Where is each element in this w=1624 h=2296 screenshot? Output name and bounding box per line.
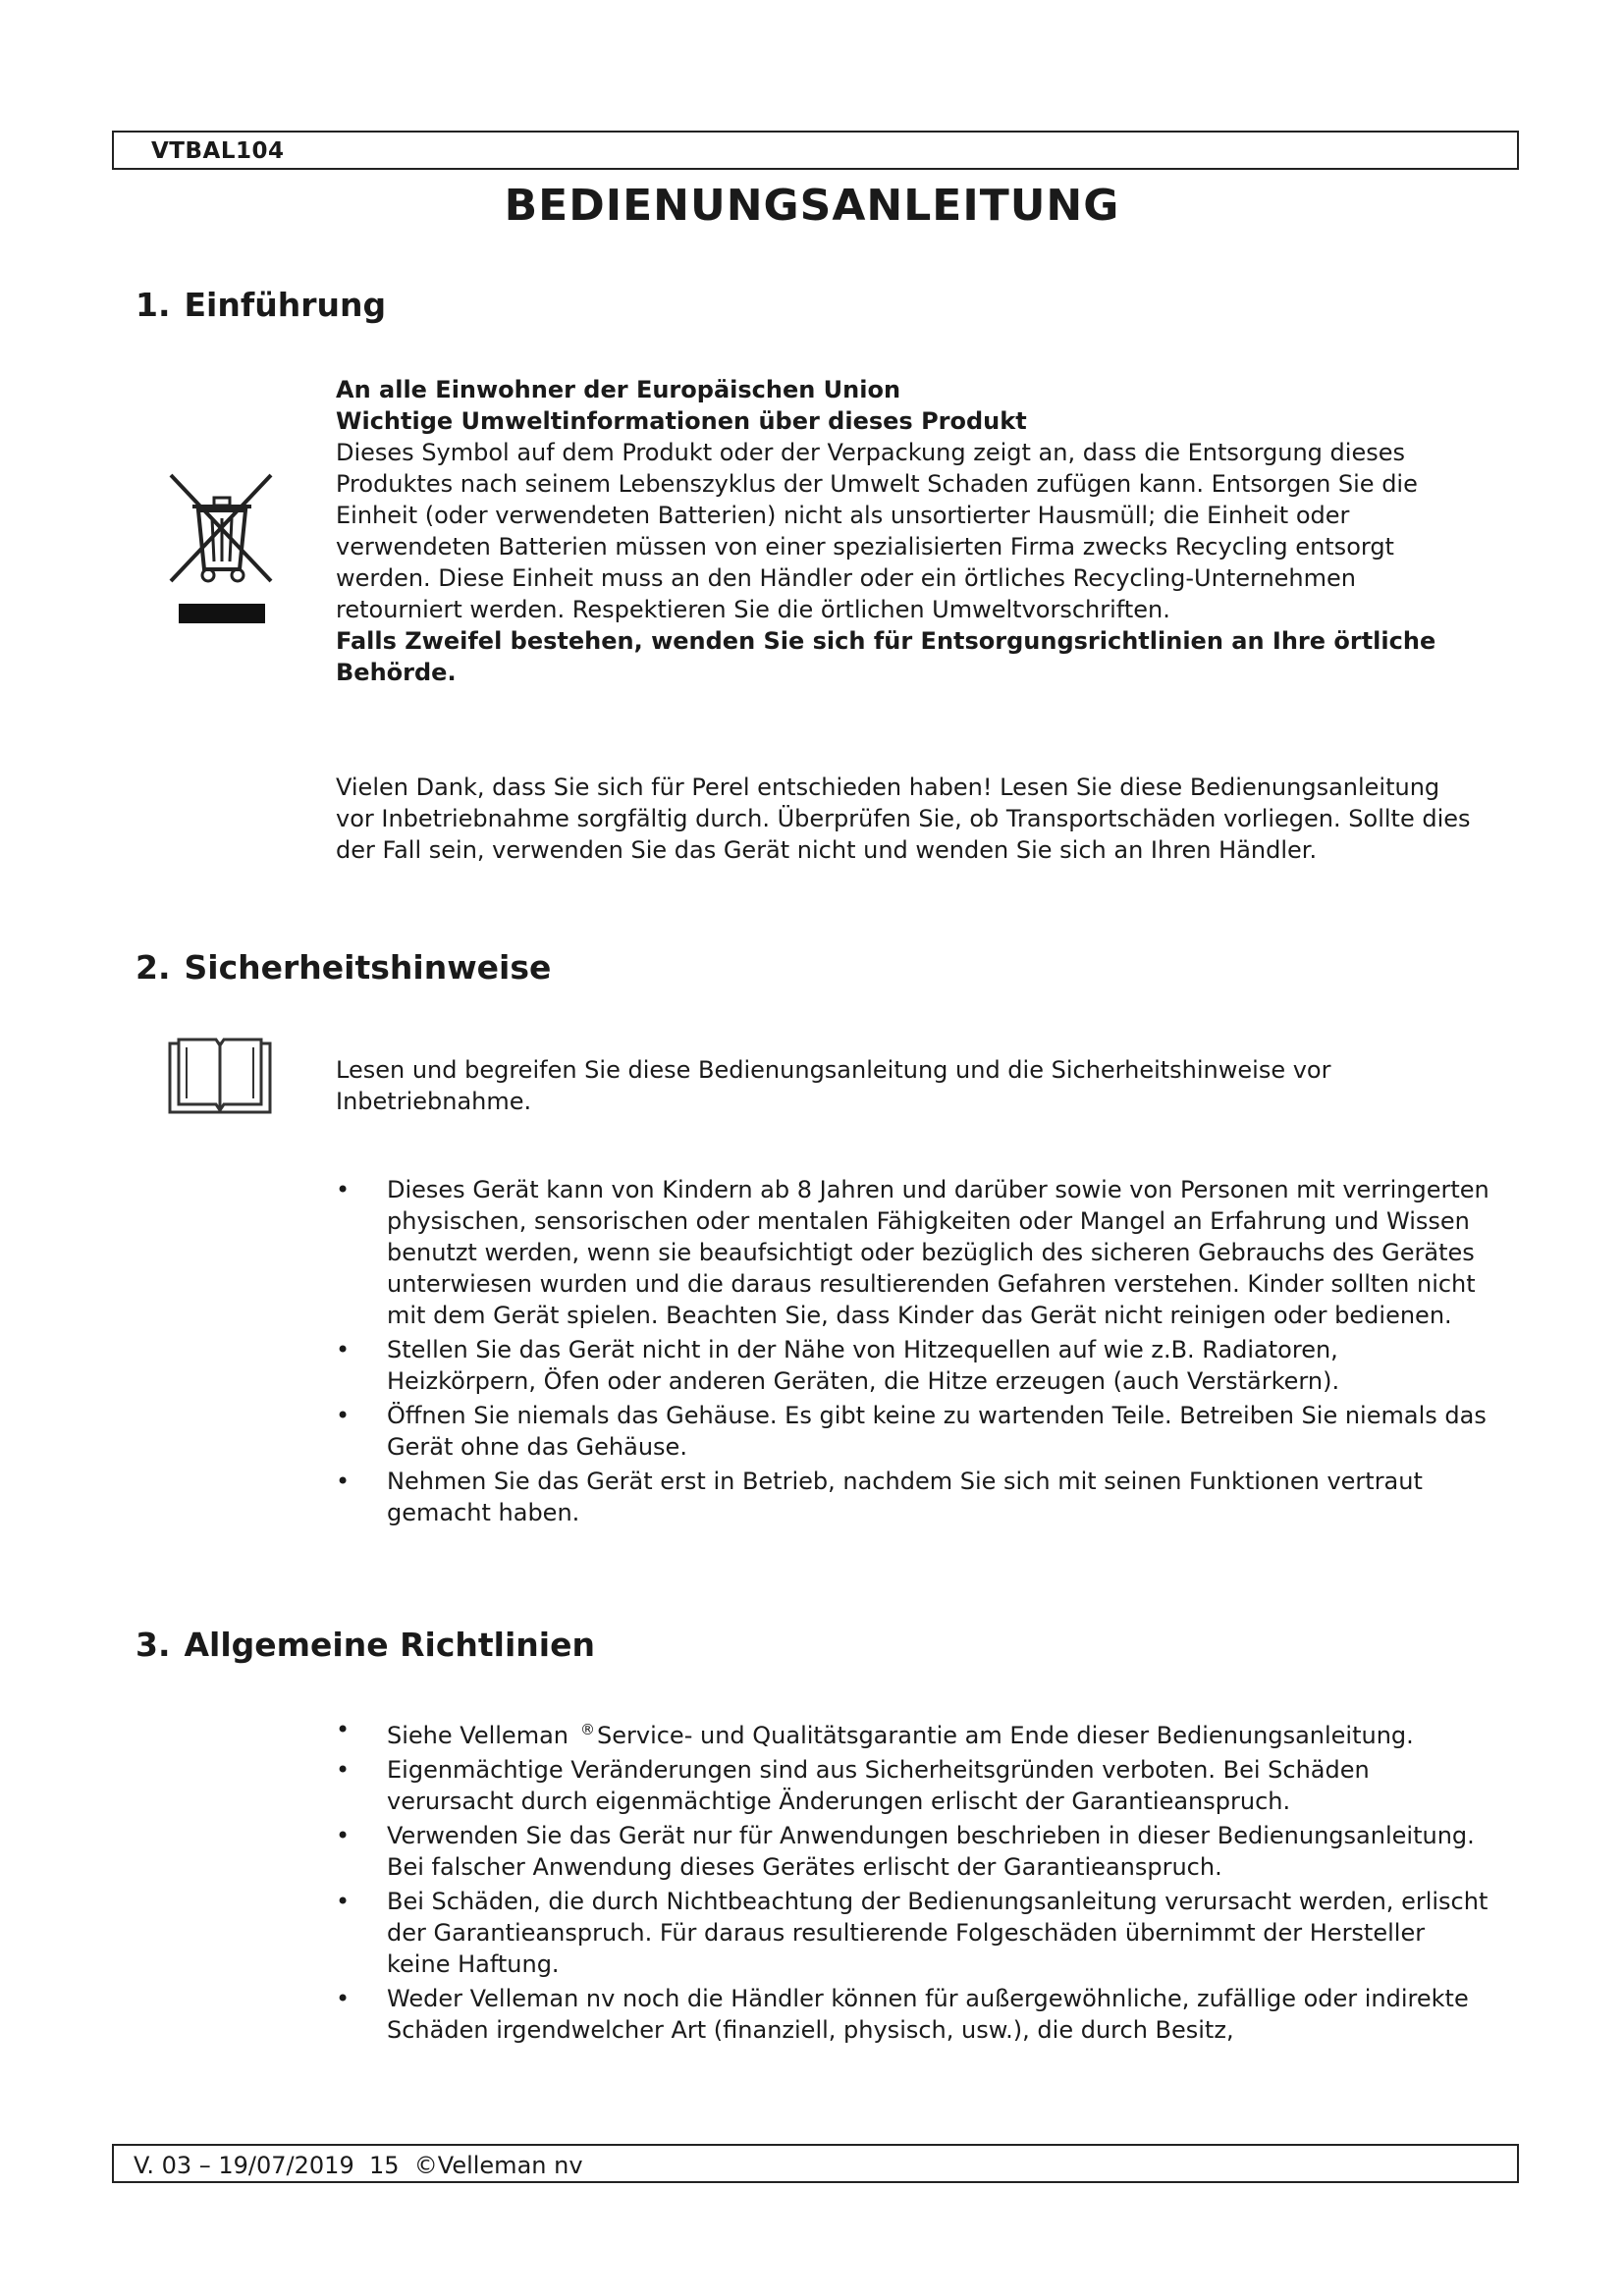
env-heading-2: Wichtige Umweltinformationen über dieses Produkt — [336, 407, 1027, 435]
env-body: Dieses Symbol auf dem Produkt oder der Verpackung zeigt an, dass die Entsorgung dieses Produktes nach seinem Lebenszyklus der Umwelt Schaden zufügen kann. Entsorgen Sie die Einheit (oder verwendeten Batterien) nicht als unsortierter Hausmüll; die Einheit oder verwendeten Batterien müssen von einer spezialisierten Firma zwecks Recycling entsorgt werden. Diese Einheit muss an den Händler oder ein örtliches Recycling-Unternehmen retourniert werden. Respektieren Sie die örtlichen Umweltvorschriften. — [336, 439, 1418, 623]
section-3-heading — [135, 1626, 595, 1664]
section-2-title: Sicherheitshinweise — [184, 948, 552, 987]
list-item: • Bei Schäden, die durch Nichtbeachtung der Bedienungsanleitung verursacht werden, erlischt der Garantieanspruch. Für daraus resultierende Folgeschäden übernimmt der Hersteller keine Haftung. — [336, 1886, 1494, 1980]
thanks-text: Vielen Dank, dass Sie sich für Perel entschieden haben! Lesen Sie diese Bedienungsanleitung vor Inbetriebnahme sorgfältig durch. Überprüfen Sie, ob Transportschäden vorliegen. Sollte dies der Fall sein, verwenden Sie das Gerät nicht und wenden Sie sich an Ihren Händler. — [336, 774, 1471, 864]
footer-box — [112, 2144, 1519, 2183]
weee-crossed-bin-icon — [167, 471, 277, 630]
section-1-number: 1. — [135, 286, 171, 324]
guidelines-bullet-list — [336, 1714, 1494, 2049]
section-3-number: 3. — [135, 1626, 171, 1664]
environment-notice — [336, 374, 1485, 688]
header-box — [112, 131, 1519, 170]
document-title: BEDIENUNGSANLEITUNG — [504, 181, 1120, 231]
env-heading-1: An alle Einwohner der Europäischen Union — [336, 376, 901, 403]
section-3-title: Allgemeine Richtlinien — [184, 1626, 595, 1664]
safety-intro-text: Lesen und begreifen Sie diese Bedienungsanleitung und die Sicherheitshinweise vor Inbetriebnahme. — [336, 1056, 1331, 1115]
list-item: • Nehmen Sie das Gerät erst in Betrieb, nachdem Sie sich mit seinen Funktionen vertraut gemacht haben. — [336, 1466, 1494, 1528]
warranty-reference-text: Service- und Qualitätsgarantie am Ende dieser Bedienungsanleitung. — [597, 1722, 1414, 1749]
list-item: • Stellen Sie das Gerät nicht in der Nähe von Hitzequellen auf wie z.B. Radiatoren, Heizkörpern, Öfen oder anderen Geräten, die Hitze erzeugen (auch Verstärkern). — [336, 1334, 1494, 1397]
safety-bullet-list — [336, 1174, 1494, 1531]
list-item: • Öffnen Sie niemals das Gehäuse. Es gibt keine zu wartenden Teile. Betreiben Sie niemals das Gerät ohne das Gehäuse. — [336, 1400, 1494, 1463]
section-2-heading — [135, 948, 551, 987]
list-item: • Dieses Gerät kann von Kindern ab 8 Jahren und darüber sowie von Personen mit verringerten physischen, sensorischen oder mentalen Fähigkeiten oder Mangel an Erfahrung und Wissen benutzt werden, wenn sie beaufsichtigt oder bezüglich des sicheren Gebrauchs des Gerätes unterwiesen wurden und die daraus resultierenden Gefahren verstehen. Kinder sollten nicht mit dem Gerät spielen. Beachten Sie, dass Kinder das Gerät nicht reinigen oder bedienen. — [336, 1174, 1494, 1331]
registered-mark: ® — [580, 1721, 595, 1738]
open-book-icon — [167, 1034, 273, 1120]
list-item: • Eigenmächtige Veränderungen sind aus Sicherheitsgründen verboten. Bei Schäden verursacht durch eigenmächtige Änderungen erlischt der Garantieanspruch. — [336, 1754, 1494, 1817]
product-code: VTBAL104 — [151, 138, 285, 164]
list-item: • Verwenden Sie das Gerät nur für Anwendungen beschrieben in dieser Bedienungsanleitung. Bei falscher Anwendung dieses Gerätes erlischt der Garantieanspruch. — [336, 1820, 1494, 1883]
list-item — [336, 1714, 1494, 1751]
thanks-paragraph — [336, 772, 1485, 866]
footer-version-text: V. 03 – 19/07/2019 15 ©Velleman nv — [134, 2152, 583, 2179]
section-1-title: Einführung — [184, 286, 387, 324]
safety-intro — [336, 1054, 1485, 1117]
velleman-brand-text: Siehe Velleman — [387, 1722, 568, 1749]
section-2-number: 2. — [135, 948, 171, 987]
list-item: • Weder Velleman nv noch die Händler können für außergewöhnliche, zufällige oder indirekte Schäden irgendwelcher Art (finanziell, physisch, usw.), die durch Besitz, — [336, 1983, 1494, 2046]
env-bold-note: Falls Zweifel bestehen, wenden Sie sich für Entsorgungsrichtlinien an Ihre örtliche Behörde. — [336, 627, 1436, 686]
section-1-heading — [135, 286, 386, 324]
